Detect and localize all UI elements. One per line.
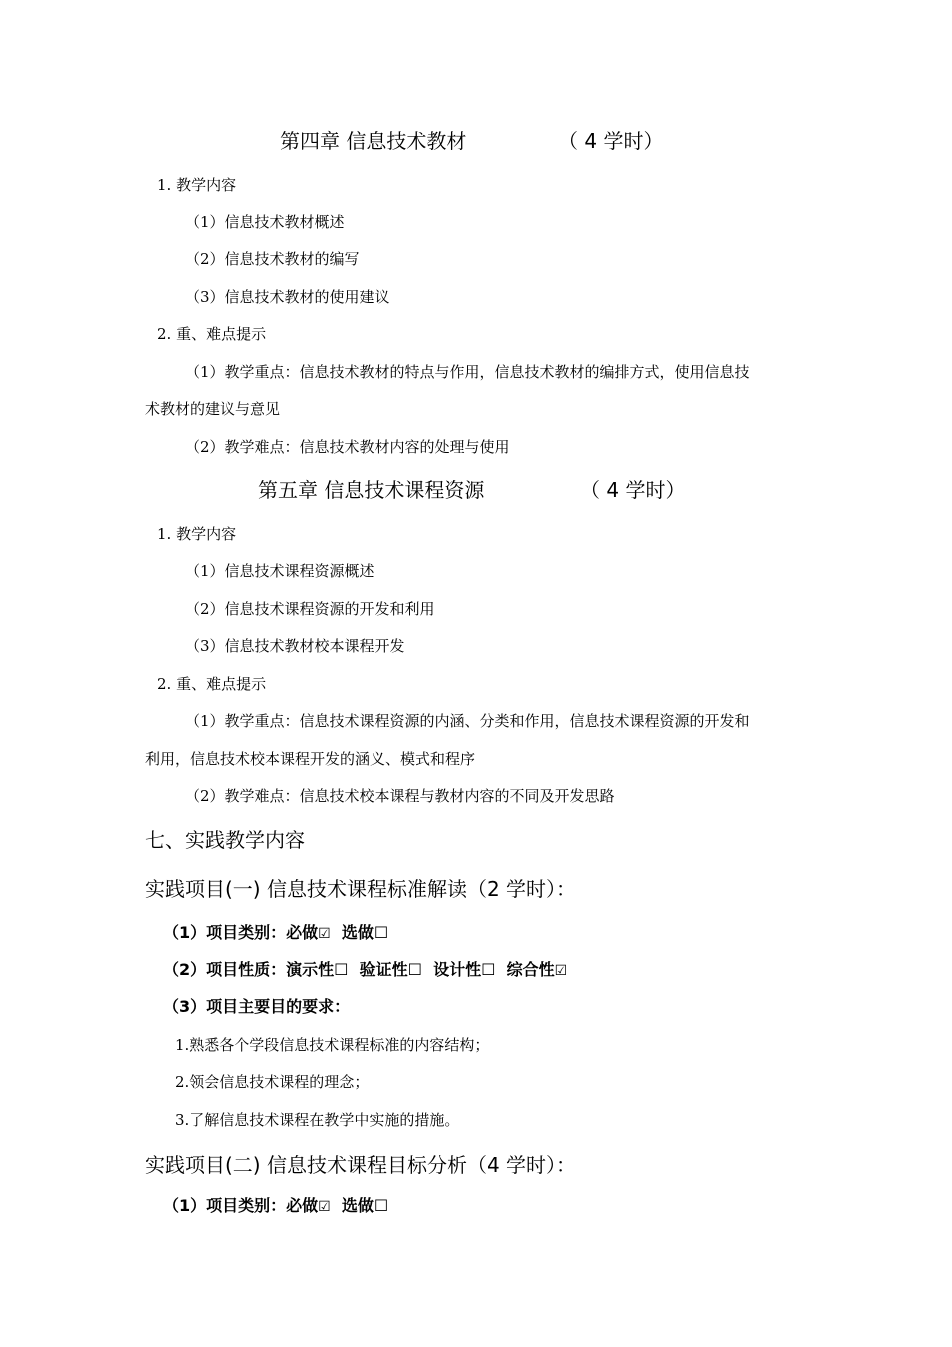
chapter4-item-2: （2）信息技术教材的编写 bbox=[185, 250, 360, 268]
project1-nature-label: （2）项目性质：演示性 bbox=[163, 960, 335, 979]
chapter4-content-heading: 1. 教学内容 bbox=[157, 176, 237, 194]
chapter5-key-heading: 2. 重、难点提示 bbox=[157, 675, 267, 693]
project1-type-label: （1）项目类别：必做 bbox=[163, 923, 319, 942]
chapter4-item-1: （1）信息技术教材概述 bbox=[185, 213, 345, 231]
empty-box-icon: ☐ bbox=[481, 960, 496, 979]
checked-box-icon: ☑ bbox=[318, 1199, 331, 1215]
project2-type-line bbox=[163, 1195, 388, 1218]
chapter4-key-heading: 2. 重、难点提示 bbox=[157, 325, 267, 343]
empty-box-icon: ☐ bbox=[334, 960, 349, 979]
chapter5-item-3: （3）信息技术教材校本课程开发 bbox=[185, 637, 405, 655]
empty-box-icon: ☐ bbox=[407, 960, 422, 979]
chapter5-hours: （ 4 学时） bbox=[580, 478, 686, 502]
project2-title: 实践项目(二) 信息技术课程目标分析（4 学时）： bbox=[145, 1153, 577, 1177]
project1-nature-verify: 验证性 bbox=[359, 960, 408, 979]
chapter5-content-heading: 1. 教学内容 bbox=[157, 525, 237, 543]
chapter4-item-3: （3）信息技术教材的使用建议 bbox=[185, 288, 390, 306]
chapter4-title: 第四章 信息技术教材 bbox=[280, 129, 467, 153]
project2-type-optional: 选做 bbox=[341, 1196, 374, 1215]
project1-nature-line bbox=[163, 959, 567, 982]
chapter5-key-line2: 利用，信息技术校本课程开发的涵义、模式和程序 bbox=[145, 750, 476, 768]
checked-box-icon: ☑ bbox=[554, 963, 568, 979]
chapter4-key-line2: 术教材的建议与意见 bbox=[145, 400, 281, 418]
project1-nature-comprehensive: 综合性 bbox=[506, 960, 555, 979]
chapter5-item-2: （2）信息技术课程资源的开发和利用 bbox=[185, 600, 435, 618]
project1-req-label: （3）项目主要目的要求： bbox=[163, 997, 351, 1016]
chapter4-hours: （ 4 学时） bbox=[558, 129, 664, 153]
project1-type-line bbox=[163, 922, 388, 945]
project1-nature-design: 设计性 bbox=[433, 960, 482, 979]
empty-box-icon: ☐ bbox=[373, 923, 389, 942]
chapter4-key-line1: （1）教学重点：信息技术教材的特点与作用，信息技术教材的编排方式，使用信息技 bbox=[185, 363, 750, 381]
project1-req-3: 3.了解信息技术课程在教学中实施的措施。 bbox=[175, 1111, 460, 1129]
project2-type-label: （1）项目类别：必做 bbox=[163, 1196, 319, 1215]
project1-req-2: 2.领会信息技术课程的理念； bbox=[175, 1073, 370, 1091]
section7-title: 七、实践教学内容 bbox=[145, 828, 305, 852]
chapter5-item-1: （1）信息技术课程资源概述 bbox=[185, 562, 375, 580]
project1-type-optional: 选做 bbox=[341, 923, 374, 942]
empty-box-icon: ☐ bbox=[373, 1196, 389, 1215]
chapter5-title: 第五章 信息技术课程资源 bbox=[258, 478, 485, 502]
chapter5-difficulty: （2）教学难点：信息技术校本课程与教材内容的不同及开发思路 bbox=[185, 787, 615, 805]
chapter5-key-line1: （1）教学重点：信息技术课程资源的内涵、分类和作用，信息技术课程资源的开发和 bbox=[185, 712, 750, 730]
project1-title: 实践项目(一) 信息技术课程标准解读（2 学时）： bbox=[145, 877, 577, 901]
checked-box-icon: ☑ bbox=[318, 926, 331, 942]
chapter4-difficulty: （2）教学难点：信息技术教材内容的处理与使用 bbox=[185, 438, 510, 456]
project1-req-1: 1.熟悉各个学段信息技术课程标准的内容结构； bbox=[175, 1036, 490, 1054]
